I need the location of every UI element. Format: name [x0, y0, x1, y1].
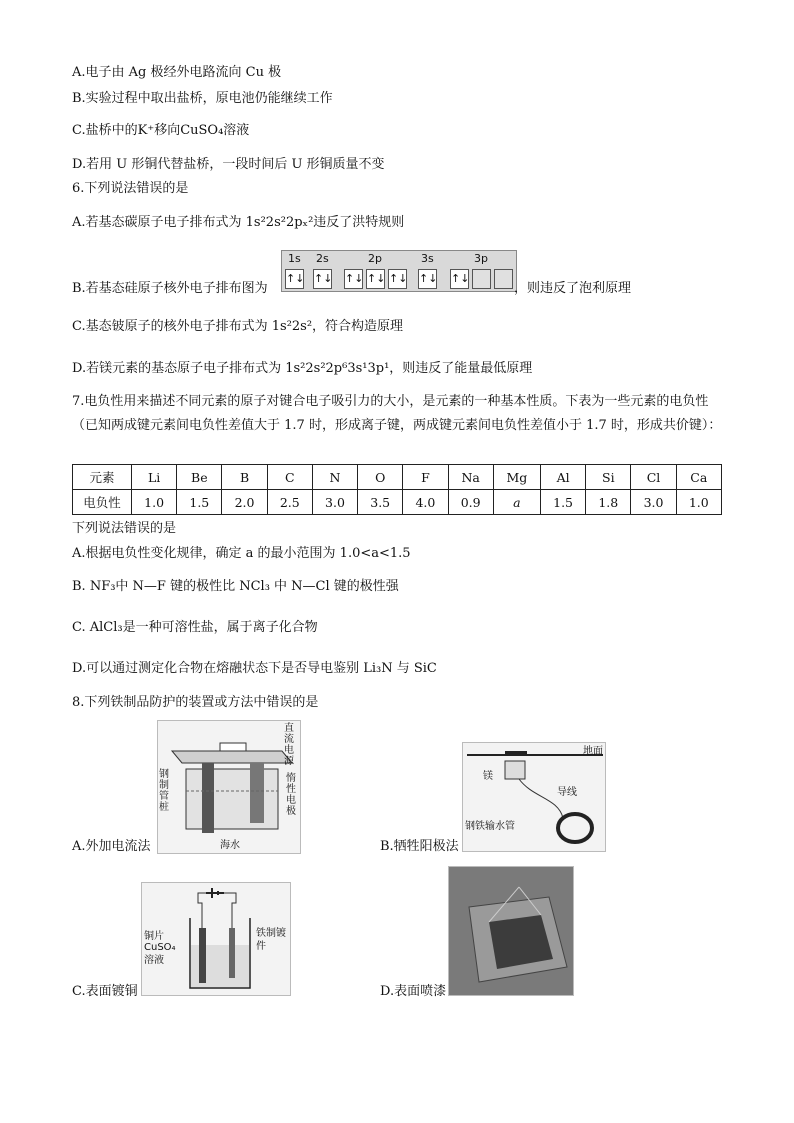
value-cell: 3.0 [631, 490, 676, 515]
q8-option-c: C.表面镀铜 [72, 984, 138, 999]
sacrificial-anode-illustration [463, 743, 605, 851]
q6-option-b-prefix: B.若基态硅原子核外电子排布图为 [72, 281, 268, 296]
q6-option-d: D.若镁元素的基态原子电子排布式为 1s²2s²2p⁶3s¹3p¹，则违反了能量最低原理 [72, 361, 533, 376]
orbital-label-1s: 1s [288, 252, 301, 265]
label-iron-workpiece: 铁制镀件 [256, 928, 286, 952]
label-magnesium: 镁 [483, 771, 493, 782]
q5-option-a: A.电子由 Ag 极经外电路流向 Cu 极 [72, 65, 282, 80]
value-cell: a [493, 490, 540, 515]
element-cell: Ca [676, 465, 721, 490]
electronegativity-table [72, 464, 722, 515]
table-header-label: 元素 [73, 465, 132, 490]
value-cell: 1.0 [676, 490, 721, 515]
figure-impressed-current [157, 720, 301, 854]
impressed-current-illustration [158, 721, 300, 853]
q8-option-d: D.表面喷漆 [380, 984, 447, 999]
orbital-box-1s: ↑↓ [285, 269, 304, 289]
orbital-box-3p-2 [472, 269, 491, 289]
q7-question: 下列说法错误的是 [72, 521, 177, 536]
value-cell: 4.0 [403, 490, 448, 515]
element-cell: Si [586, 465, 631, 490]
label-seawater: 海水 [220, 840, 240, 851]
element-cell: C [267, 465, 312, 490]
element-cell: N [312, 465, 357, 490]
value-cell: 1.0 [132, 490, 177, 515]
element-cell: Cl [631, 465, 676, 490]
q8-option-a: A.外加电流法 [72, 839, 151, 854]
q7-option-c: C. AlCl₃是一种可溶性盐，属于离子化合物 [72, 620, 318, 635]
orbital-label-2s: 2s [316, 252, 329, 265]
figure-copper-plating [141, 882, 291, 996]
value-cell: 2.5 [267, 490, 312, 515]
orbital-box-3p-3 [494, 269, 513, 289]
value-cell: 1.5 [177, 490, 222, 515]
element-cell: B [222, 465, 267, 490]
label-dc-power: 直流电源 [284, 723, 294, 767]
element-cell: O [358, 465, 403, 490]
orbital-label-2p: 2p [368, 252, 382, 265]
q7-option-a: A.根据电负性变化规律，确定 a 的最小范围为 1.0<a<1.5 [72, 546, 411, 561]
q8-stem: 8.下列铁制品防护的装置或方法中错误的是 [72, 695, 319, 710]
table-row [73, 490, 722, 515]
orbital-box-2p-2: ↑↓ [366, 269, 385, 289]
orbital-box-2s: ↑↓ [313, 269, 332, 289]
orbital-label-3s: 3s [421, 252, 434, 265]
q5-option-b: B.实验过程中取出盐桥，原电池仍能继续工作 [72, 91, 333, 106]
q6-option-c: C.基态铍原子的核外电子排布式为 1s²2s²，符合构造原理 [72, 319, 404, 334]
label-wire: 导线 [557, 787, 577, 798]
table-row-label: 电负性 [73, 490, 132, 515]
q5-option-c: C.盐桥中的K⁺移向CuSO₄溶液 [72, 123, 250, 138]
orbital-box-2p-3: ↑↓ [388, 269, 407, 289]
element-cell: Be [177, 465, 222, 490]
element-cell: F [403, 465, 448, 490]
q5-option-d: D.若用 U 形铜代替盐桥，一段时间后 U 形铜质量不变 [72, 157, 385, 172]
figure-spray-paint-photo [448, 866, 574, 996]
orbital-label-3p: 3p [474, 252, 488, 265]
orbital-box-3s: ↑↓ [418, 269, 437, 289]
q6-option-b-suffix: ，则违反了泡利原理 [514, 281, 632, 296]
value-cell: 1.5 [540, 490, 585, 515]
q7-stem: 7.电负性用来描述不同元素的原子对键合电子吸引力的大小，是元素的一种基本性质。下表为一些元素的电负性（已知两成键元素间电负性差值大于 1.7 时，形成离子键，两成键元素间电负性差值小于 1.7 时，形成共价键）： [72, 394, 722, 433]
value-cell: 3.0 [312, 490, 357, 515]
label-steel-pile: 钢制管桩 [159, 769, 169, 813]
q7-option-d: D.可以通过测定化合物在熔融状态下是否导电鉴别 Li₃N 与 SiC [72, 661, 437, 676]
label-cuso4-solution: CuSO₄溶液 [144, 942, 176, 966]
value-cell: 0.9 [448, 490, 493, 515]
car-photo-illustration [449, 867, 573, 995]
value-cell: 3.5 [358, 490, 403, 515]
orbital-box-2p-1: ↑↓ [344, 269, 363, 289]
q6-option-a: A.若基态碳原子电子排布式为 1s²2s²2pₓ²违反了洪特规则 [72, 215, 405, 230]
label-inert-electrode: 惰性电极 [286, 773, 296, 817]
label-ground: 地面 [583, 746, 603, 757]
label-steel-pipe: 钢铁输水管 [465, 821, 515, 832]
q7-option-b: B. NF₃中 N—F 键的极性比 NCl₃ 中 N—Cl 键的极性强 [72, 579, 399, 594]
q8-option-b: B.牺牲阳极法 [380, 839, 459, 854]
table-row [73, 465, 722, 490]
element-cell: Mg [493, 465, 540, 490]
element-cell: Na [448, 465, 493, 490]
value-cell: 1.8 [586, 490, 631, 515]
value-cell: 2.0 [222, 490, 267, 515]
element-cell: Li [132, 465, 177, 490]
orbital-box-3p-1: ↑↓ [450, 269, 469, 289]
element-cell: Al [540, 465, 585, 490]
figure-sacrificial-anode [462, 742, 606, 852]
q6-stem: 6.下列说法错误的是 [72, 181, 189, 196]
label-copper-plate: 铜片 [144, 931, 164, 942]
